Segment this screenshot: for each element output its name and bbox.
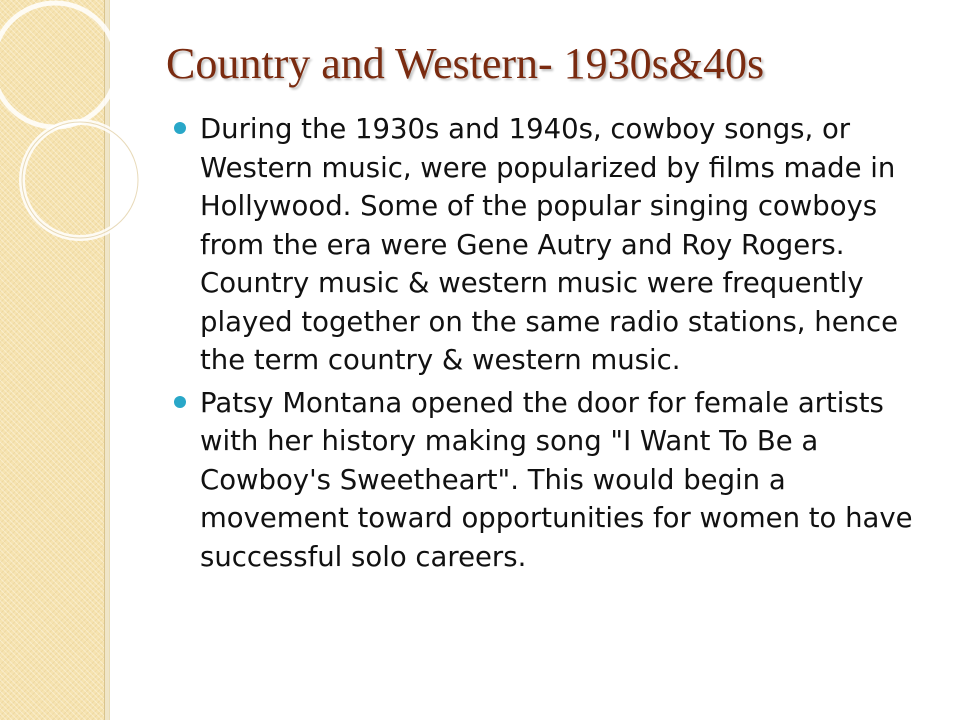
bullet-text: Patsy Montana opened the door for female artists with her history making song "I Want To Be a Cowboy's Sweetheart". This would begin a movement toward opportunities for women to have successful solo careers. bbox=[200, 386, 913, 573]
bullet-item bbox=[170, 110, 930, 380]
bullet-dot-icon bbox=[174, 396, 186, 408]
bullet-item bbox=[170, 384, 930, 577]
bullet-list bbox=[170, 110, 930, 580]
slide-title: Country and Western- 1930s&40s bbox=[166, 39, 765, 88]
bullet-dot-icon bbox=[174, 122, 186, 134]
bullet-text: During the 1930s and 1940s, cowboy songs, or Western music, were popularized by films made in Hollywood. Some of the popular singing cowboys from the era were Gene Autry and Roy Rogers. Country music & western music were frequently played together on the same radio stations, hence the term country & western music. bbox=[200, 113, 899, 376]
decorative-circles-graphic bbox=[0, 0, 140, 260]
